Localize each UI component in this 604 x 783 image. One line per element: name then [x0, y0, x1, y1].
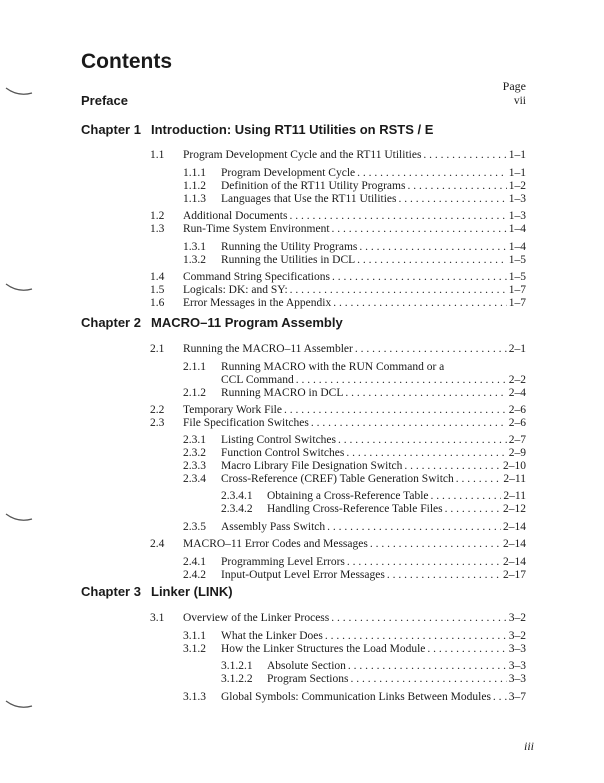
toc-entry[interactable]: 1.1.2 Definition of the RT11 Utility Programs . . . 1–2: [183, 179, 526, 193]
toc-entry[interactable]: 1.3 Run-Time System Environment . . . 1–4: [150, 222, 526, 236]
page-title: Contents: [81, 50, 172, 73]
page-column-label: Page: [502, 79, 526, 93]
toc-entry[interactable]: 2.1.1 Running MACRO with the RUN Command or a: [183, 361, 445, 373]
toc-entry[interactable]: 2.4.1 Programming Level Errors . . . 2–14: [183, 555, 526, 569]
margin-mark-decoration: [0, 697, 36, 711]
toc-entry[interactable]: 2.3.2 Function Control Switches . . . 2–9: [183, 446, 526, 460]
toc-entry[interactable]: 2.3.4.2 Handling Cross-Reference Table Files . . . 2–12: [221, 502, 526, 516]
toc-entry[interactable]: 1.6 Error Messages in the Appendix . . . 1–7: [150, 296, 526, 310]
preface-heading: Preface: [81, 93, 128, 108]
toc-entry[interactable]: 2.3 File Specification Switches . . . 2–6: [150, 416, 526, 430]
page-folio: iii: [523, 739, 534, 753]
margin-mark-decoration: [0, 280, 36, 294]
toc-entry[interactable]: 3.1.2.2 Program Sections . . . 3–3: [221, 672, 526, 686]
toc-entry[interactable]: 1.3.2 Running the Utilities in DCL . . . 1–5: [183, 253, 526, 267]
toc-entry[interactable]: 2.2 Temporary Work File . . . 2–6: [150, 403, 526, 417]
margin-mark-decoration: [0, 84, 36, 98]
toc-entry[interactable]: 2.4 MACRO–11 Error Codes and Messages . . . 2–14: [150, 537, 526, 551]
toc-entry[interactable]: 1.2 Additional Documents . . . 1–3: [150, 209, 526, 223]
toc-entry[interactable]: 1.1.3 Languages that Use the RT11 Utilities . . . 1–3: [183, 192, 526, 206]
toc-entry[interactable]: 2.3.3 Macro Library File Designation Switch . . . 2–10: [183, 459, 526, 473]
toc-entry[interactable]: 3.1 Overview of the Linker Process . . . 3–2: [150, 611, 526, 625]
toc-entry[interactable]: CCL Command . . . 2–2: [183, 373, 526, 387]
toc-entry[interactable]: 3.1.2.1 Absolute Section . . . 3–3: [221, 659, 526, 673]
toc-entry[interactable]: 1.4 Command String Specifications . . . 1–5: [150, 270, 526, 284]
margin-mark-decoration: [0, 510, 36, 524]
toc-entry[interactable]: 2.1 Running the MACRO–11 Assembler . . . 2–1: [150, 342, 526, 356]
toc-entry[interactable]: 2.3.4 Cross-Reference (CREF) Table Generation Switch . . . 2–11: [183, 472, 526, 486]
toc-entry[interactable]: 1.3.1 Running the Utility Programs . . . 1–4: [183, 240, 526, 254]
toc-entry[interactable]: 2.4.2 Input-Output Level Error Messages . . . 2–17: [183, 568, 526, 582]
toc-entry[interactable]: 3.1.2 How the Linker Structures the Load Module . . . 3–3: [183, 642, 526, 656]
chapter-number: Chapter 1: [81, 122, 141, 137]
toc-entry[interactable]: 2.3.1 Listing Control Switches . . . 2–7: [183, 433, 526, 447]
toc-entry[interactable]: 1.5 Logicals: DK: and SY: . . . 1–7: [150, 283, 526, 297]
chapter-number: Chapter 3: [81, 584, 141, 599]
toc-entry[interactable]: 1.1.1 Program Development Cycle . . . 1–1: [183, 166, 526, 180]
chapter-number: Chapter 2: [81, 315, 141, 330]
toc-entry[interactable]: 3.1.3 Global Symbols: Communication Links Between Modules . . . 3–7: [183, 690, 526, 704]
toc-entry[interactable]: 3.1.1 What the Linker Does . . . 3–2: [183, 629, 526, 643]
chapter-title: Linker (LINK): [151, 584, 233, 599]
chapter-title: Introduction: Using RT11 Utilities on RSTS / E: [151, 122, 434, 137]
toc-entry[interactable]: 2.3.4.1 Obtaining a Cross-Reference Table . . . 2–11: [221, 489, 526, 503]
preface-page-number: vii: [513, 95, 526, 107]
chapter-title: MACRO–11 Program Assembly: [151, 315, 343, 330]
toc-entry[interactable]: 2.1.2 Running MACRO in DCL . . . 2–4: [183, 386, 526, 400]
toc-entry[interactable]: 1.1 Program Development Cycle and the RT11 Utilities . . . 1–1: [150, 148, 526, 162]
toc-entry[interactable]: 2.3.5 Assembly Pass Switch . . . 2–14: [183, 520, 526, 534]
